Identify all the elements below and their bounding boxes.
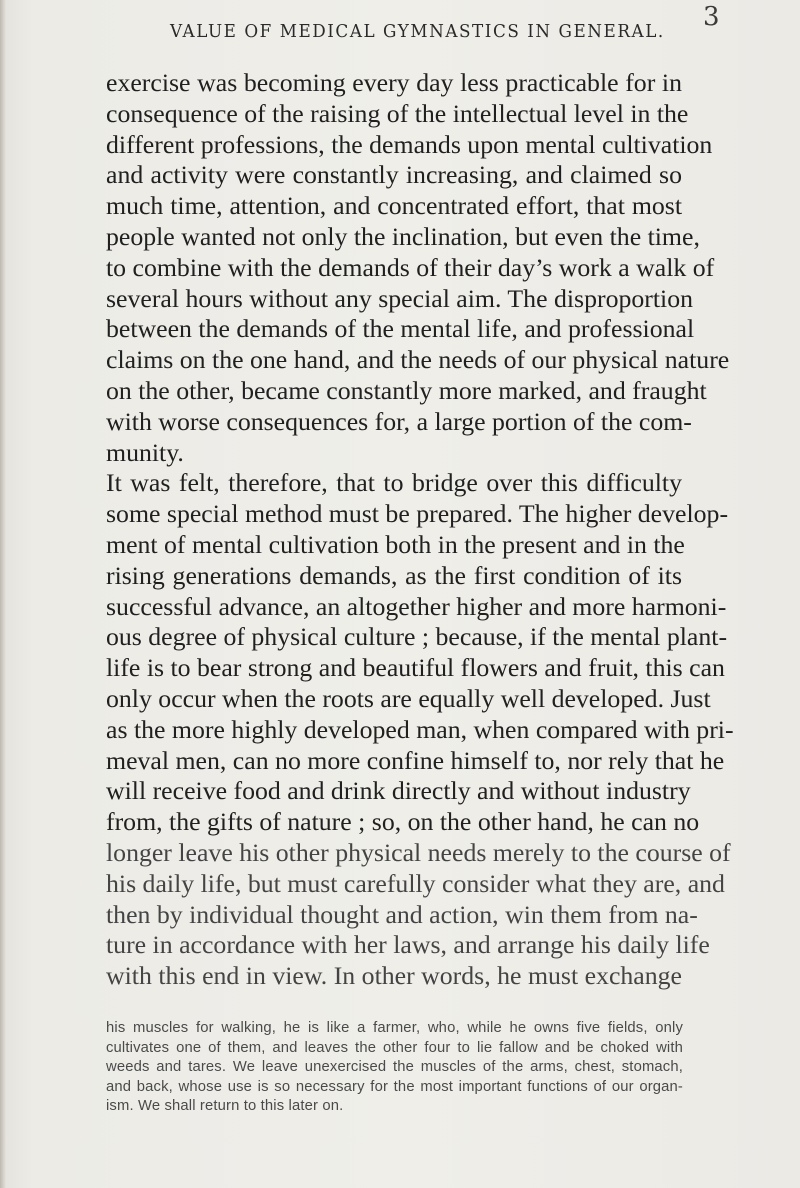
text-line: rising generations demands, as the first condition of its bbox=[106, 560, 682, 590]
footnote-line: his muscles for walking, he is like a farmer, who, while he owns five fields, only bbox=[106, 1020, 683, 1036]
text-line: consequence of the raising of the intellectual level in the bbox=[106, 98, 689, 128]
text-line: his daily life, but must carefully consider what they are, and bbox=[106, 868, 725, 898]
text-line: meval men, can no more confine himself to, nor rely that he bbox=[106, 745, 725, 775]
text-line: only occur when the roots are equally well developed. Just bbox=[106, 683, 711, 713]
text-line: much time, attention, and concentrated effort, that most bbox=[106, 191, 682, 221]
text-line: some special method must be prepared. The higher develop- bbox=[106, 499, 729, 529]
footnote-line: weeds and tares. We leave unexercised the muscles of the arms, chest, stomach, bbox=[106, 1059, 683, 1076]
text-line: successful advance, an altogether higher and more harmoni- bbox=[106, 591, 727, 621]
text-line: to combine with the demands of their day’s work a walk of bbox=[106, 252, 715, 282]
text-line: ture in accordance with her laws, and arrange his daily life bbox=[106, 930, 710, 960]
text-line: different professions, the demands upon mental cultivation bbox=[106, 129, 713, 159]
text-line: longer leave his other physical needs merely to the course of bbox=[106, 837, 731, 867]
text-line: life is to bear strong and beautiful flowers and fruit, this can bbox=[106, 653, 725, 683]
page-number: 3 bbox=[703, 2, 720, 32]
text-line: claims on the one hand, and the needs of our physical nature bbox=[106, 345, 730, 375]
main-text-block bbox=[106, 68, 734, 992]
text-line: from, the gifts of nature ; so, on the other hand, he can no bbox=[106, 807, 700, 837]
text-line: will receive food and drink directly and without industry bbox=[106, 776, 691, 806]
page-binding-shadow bbox=[0, 0, 6, 1188]
text-line: ment of mental cultivation both in the present and in the bbox=[106, 529, 685, 559]
text-line: then by individual thought and action, win them from na- bbox=[106, 899, 698, 929]
running-title: VALUE OF MEDICAL GYMNASTICS IN GENERAL. bbox=[170, 22, 665, 42]
text-line: ous degree of physical culture ; because, if the mental plant- bbox=[106, 622, 728, 652]
text-line: as the more highly developed man, when compared with pri- bbox=[106, 714, 734, 744]
text-line: with worse consequences for, a large portion of the com- bbox=[106, 406, 692, 436]
text-line: with this end in view. In other words, he must exchange bbox=[106, 961, 682, 991]
text-line: and activity were constantly increasing, and claimed so bbox=[106, 160, 682, 190]
footnote-line: cultivates one of them, and leaves the other four to lie fallow and be choked with bbox=[106, 1039, 683, 1056]
footnote-line: ism. We shall return to this later on. bbox=[106, 1098, 344, 1115]
footnote-line: and back, whose use is so necessary for the most important functions of our organ- bbox=[106, 1078, 683, 1095]
text-line: several hours without any special aim. The disproportion bbox=[106, 283, 693, 313]
text-line: It was felt, therefore, that to bridge over this difficulty bbox=[106, 468, 682, 498]
text-line: munity. bbox=[106, 437, 184, 467]
text-line: on the other, became constantly more marked, and fraught bbox=[106, 375, 707, 405]
footnote-block bbox=[106, 1019, 683, 1117]
text-line: between the demands of the mental life, and professional bbox=[106, 314, 695, 344]
text-line: exercise was becoming every day less practicable for in bbox=[106, 68, 682, 97]
text-line: people wanted not only the inclination, but even the time, bbox=[106, 221, 700, 251]
